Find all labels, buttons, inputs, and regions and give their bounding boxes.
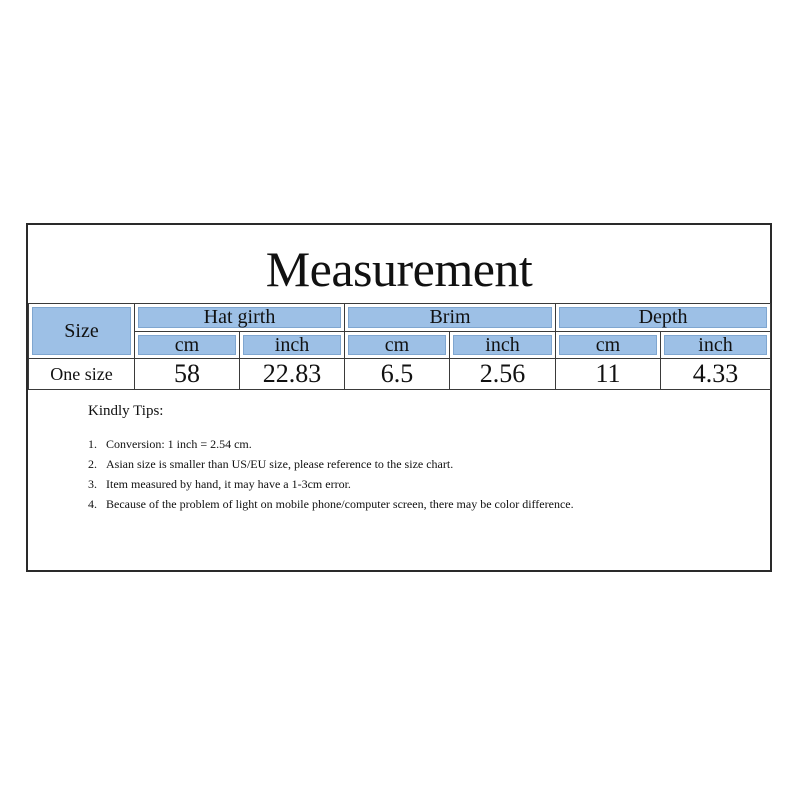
table-unit-row — [29, 332, 771, 359]
list-item-text: Item measured by hand, it may have a 1-3cm error. — [106, 477, 351, 491]
list-item-number: 3. — [88, 477, 97, 491]
tips-heading: Kindly Tips: — [88, 403, 164, 419]
table-row — [29, 359, 771, 390]
tips-section — [88, 403, 608, 514]
value-cell: 2.56 — [450, 359, 556, 390]
size-table — [28, 303, 771, 390]
row-label-cell: One size — [29, 359, 135, 390]
list-item-number: 2. — [88, 457, 97, 471]
unit-header-cell: inch — [450, 332, 556, 359]
unit-header-cell: cm — [345, 332, 450, 359]
tips-list — [88, 434, 608, 514]
value-cell: 4.33 — [661, 359, 771, 390]
value-cell: 6.5 — [345, 359, 450, 390]
unit-header-cell: cm — [556, 332, 661, 359]
unit-header-cell: inch — [240, 332, 345, 359]
list-item — [88, 474, 608, 494]
list-item-text: Asian size is smaller than US/EU size, please reference to the size chart. — [106, 457, 454, 471]
list-item-text: Because of the problem of light on mobile phone/computer screen, there may be color difference. — [106, 497, 574, 511]
group-header-brim: Brim — [345, 304, 556, 332]
table-header-row — [29, 304, 771, 332]
value-cell: 58 — [135, 359, 240, 390]
list-item-number: 1. — [88, 437, 97, 451]
group-header-depth: Depth — [556, 304, 771, 332]
size-header-cell: Size — [29, 304, 135, 359]
page-title: Measurement — [265, 241, 533, 297]
value-cell: 11 — [556, 359, 661, 390]
list-item — [88, 454, 608, 474]
unit-header-cell: inch — [661, 332, 771, 359]
list-item — [88, 434, 608, 454]
value-cell: 22.83 — [240, 359, 345, 390]
unit-header-cell: cm — [135, 332, 240, 359]
group-header-hat-girth: Hat girth — [135, 304, 345, 332]
list-item-number: 4. — [88, 497, 97, 511]
list-item — [88, 494, 608, 514]
list-item-text: Conversion: 1 inch = 2.54 cm. — [106, 437, 252, 451]
size-chart-panel — [26, 223, 772, 572]
